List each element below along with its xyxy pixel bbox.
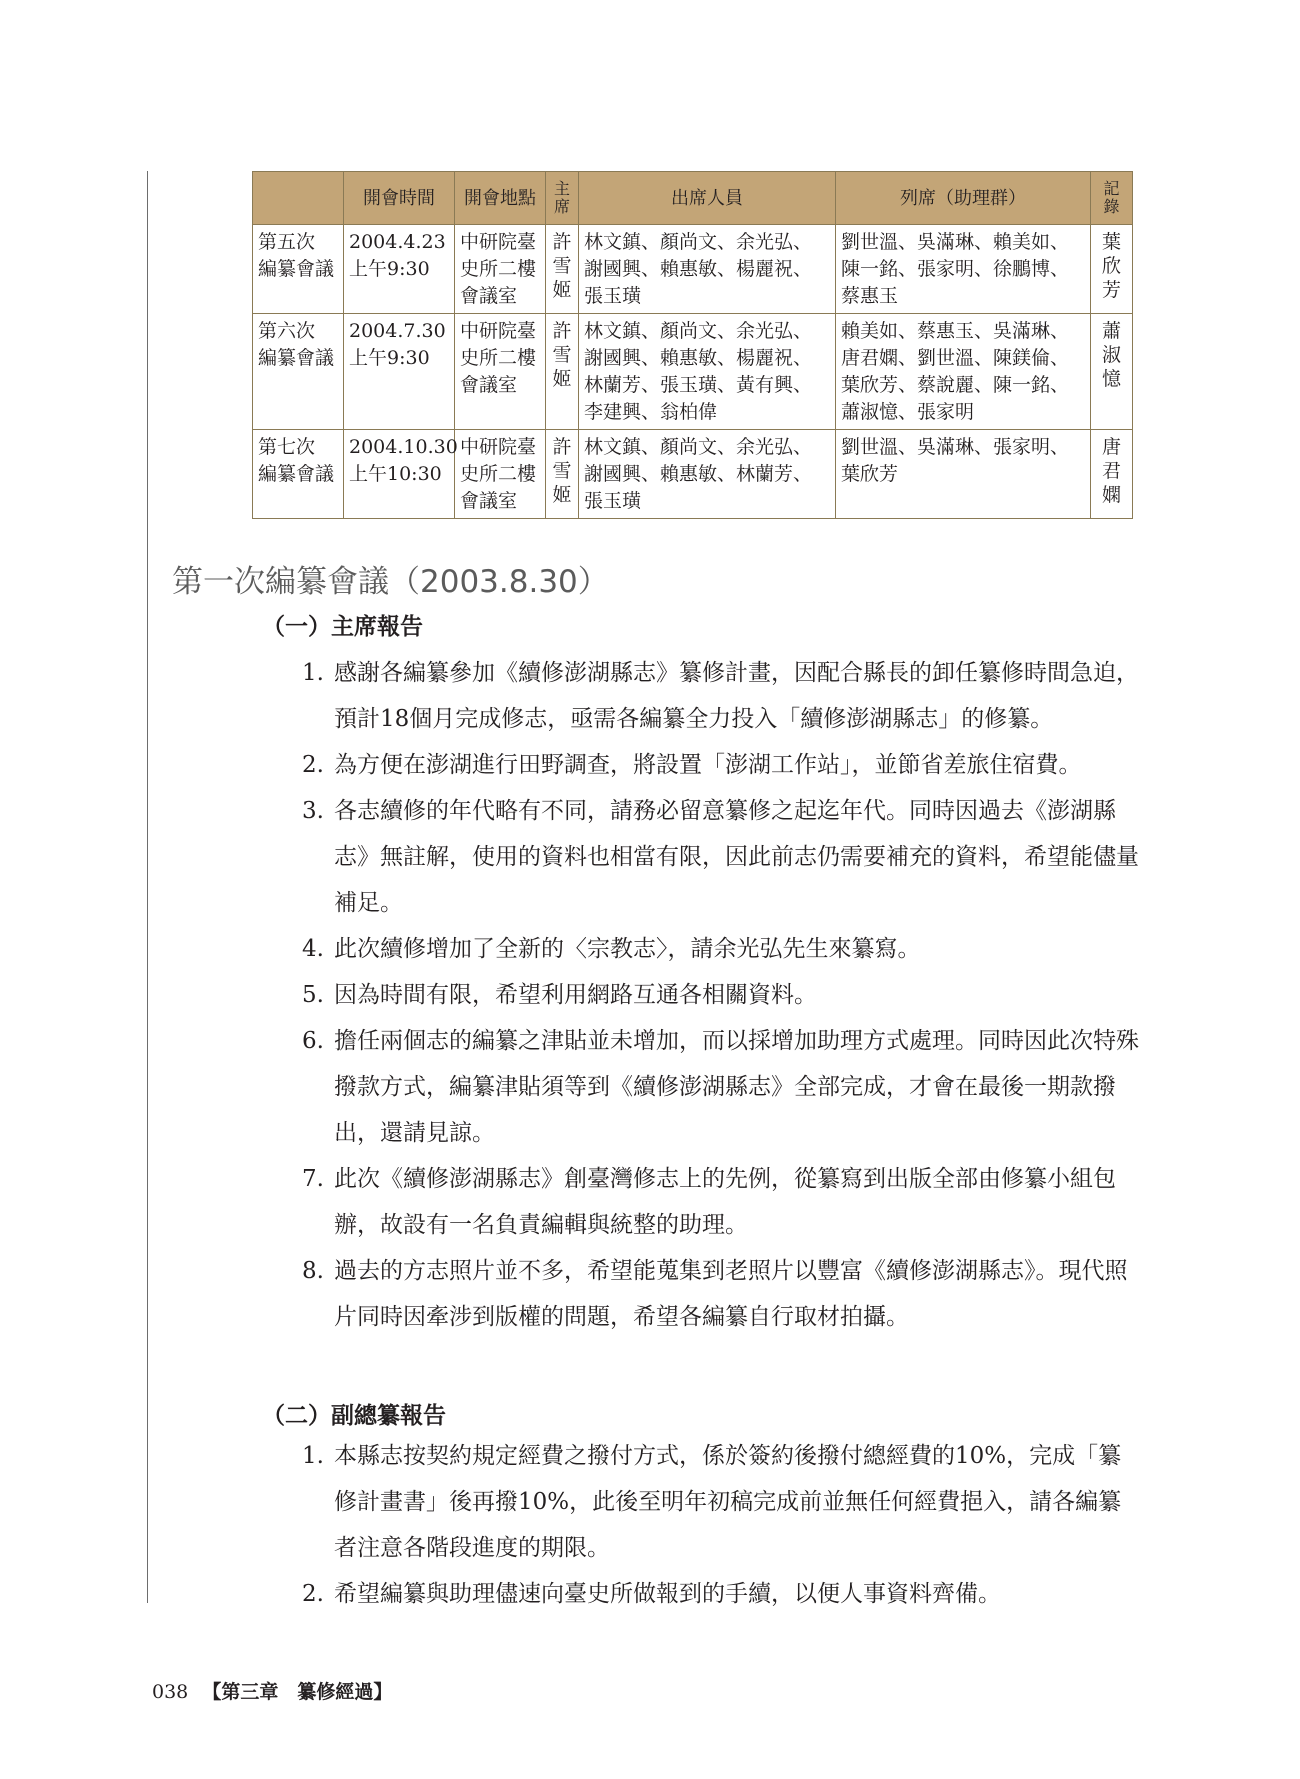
- list-item: [262, 1248, 1142, 1340]
- cell-attendees: 林文鎮、顏尚文、余光弘、 謝國興、賴惠敏、林蘭芳、 張玉璜: [579, 430, 836, 519]
- item-text: 感謝各編纂參加《續修澎湖縣志》纂修計畫，因配合縣長的卸任纂修時間急迫，預計18個月完成修志，亟需各編纂全力投入「續修澎湖縣志」的修纂。: [334, 660, 1139, 732]
- chapter-label: 【第三章 纂修經過】: [202, 1681, 393, 1703]
- cell-session: 第六次 編纂會議: [253, 314, 344, 430]
- list-item: [262, 788, 1142, 926]
- item-number: 2.: [302, 752, 324, 778]
- item-number: 4.: [302, 936, 324, 962]
- cell-attendees: 林文鎮、顏尚文、余光弘、 謝國興、賴惠敏、楊麗祝、 林蘭芳、張玉璜、黃有興、 李建興、翁柏偉: [579, 314, 836, 430]
- header-place: 開會地點: [455, 172, 546, 225]
- header-recorder: [1091, 172, 1133, 225]
- cell-session: 第七次 編纂會議: [253, 430, 344, 519]
- page-number: 038: [152, 1681, 189, 1703]
- cell-recorder: 唐 君 嫻: [1091, 430, 1133, 519]
- item-text: 本縣志按契約規定經費之撥付方式，係於簽約後撥付總經費的10%，完成「纂修計畫書」後再撥10%，此後至明年初稿完成前並無任何經費挹入，請各編纂者注意各階段進度的期限。: [334, 1443, 1122, 1561]
- cell-chair: 許 雪 姬: [546, 314, 579, 430]
- part1-list: [262, 650, 1142, 1340]
- margin-rule: [147, 171, 148, 1603]
- list-item: [262, 742, 1142, 788]
- item-text: 過去的方志照片並不多，希望能蒐集到老照片以豐富《續修澎湖縣志》。現代照片同時因牽涉到版權的問題，希望各編纂自行取材拍攝。: [334, 1258, 1128, 1330]
- header-recorder-text: 記錄: [1103, 179, 1120, 216]
- cell-attendees: 林文鎮、顏尚文、余光弘、 謝國興、賴惠敏、楊麗祝、 張玉璜: [579, 225, 836, 314]
- header-session: [253, 172, 344, 225]
- table-row: [253, 430, 1133, 519]
- item-text: 希望編纂與助理儘速向臺史所做報到的手續，以便人事資料齊備。: [334, 1581, 1001, 1607]
- meeting-table: [252, 171, 1133, 519]
- part1-heading: （一）主席報告: [262, 613, 423, 640]
- header-observers: 列席（助理群）: [836, 172, 1091, 225]
- page-footer: [152, 1680, 392, 1704]
- item-number: 5.: [302, 982, 324, 1008]
- cell-time: 2004.4.23 上午9:30: [344, 225, 455, 314]
- cell-observers: 劉世溫、吳滿琳、張家明、 葉欣芳: [836, 430, 1091, 519]
- list-item: [262, 972, 1142, 1018]
- header-time: 開會時間: [344, 172, 455, 225]
- item-text: 擔任兩個志的編纂之津貼並未增加，而以採增加助理方式處理。同時因此次特殊撥款方式，編纂津貼須等到《續修澎湖縣志》全部完成，才會在最後一期款撥出，還請見諒。: [334, 1028, 1139, 1146]
- item-number: 6.: [302, 1028, 324, 1054]
- cell-observers: 賴美如、蔡惠玉、吳滿琳、 唐君嫻、劉世溫、陳鎂倫、 葉欣芳、蔡說麗、陳一銘、 蕭淑憶、張家明: [836, 314, 1091, 430]
- item-number: 7.: [302, 1166, 324, 1192]
- item-number: 3.: [302, 798, 324, 824]
- item-number: 1.: [302, 1443, 324, 1469]
- list-item: [262, 926, 1142, 972]
- cell-time: 2004.7.30 上午9:30: [344, 314, 455, 430]
- table-row: [253, 314, 1133, 430]
- table-row: [253, 225, 1133, 314]
- item-number: 1.: [302, 660, 324, 686]
- item-text: 此次《續修澎湖縣志》創臺灣修志上的先例，從纂寫到出版全部由修纂小組包辦，故設有一名負責編輯與統整的助理。: [334, 1166, 1116, 1238]
- cell-place: 中研院臺 史所二樓 會議室: [455, 314, 546, 430]
- header-chair-text: 主席: [554, 179, 571, 216]
- part2-list: [262, 1433, 1142, 1617]
- item-number: 8.: [302, 1258, 324, 1284]
- cell-recorder: 葉 欣 芳: [1091, 225, 1133, 314]
- cell-chair: 許 雪 姬: [546, 430, 579, 519]
- list-item: [262, 650, 1142, 742]
- list-item: [262, 1433, 1142, 1571]
- cell-chair: 許 雪 姬: [546, 225, 579, 314]
- header-attendees: 出席人員: [579, 172, 836, 225]
- list-item: [262, 1571, 1142, 1617]
- item-text: 各志續修的年代略有不同，請務必留意纂修之起迄年代。同時因過去《澎湖縣志》無註解，使用的資料也相當有限，因此前志仍需要補充的資料，希望能儘量補足。: [334, 798, 1139, 916]
- cell-place: 中研院臺 史所二樓 會議室: [455, 430, 546, 519]
- section-title: 第一次編纂會議（2003.8.30）: [172, 564, 609, 600]
- cell-recorder: 蕭 淑 憶: [1091, 314, 1133, 430]
- table-header-row: [253, 172, 1133, 225]
- cell-session: 第五次 編纂會議: [253, 225, 344, 314]
- part2-heading: （二）副總纂報告: [262, 1402, 446, 1429]
- list-item: [262, 1018, 1142, 1156]
- list-item: [262, 1156, 1142, 1248]
- cell-time: 2004.10.30 上午10:30: [344, 430, 455, 519]
- item-number: 2.: [302, 1581, 324, 1607]
- cell-observers: 劉世溫、吳滿琳、賴美如、 陳一銘、張家明、徐鵬博、 蔡惠玉: [836, 225, 1091, 314]
- item-text: 此次續修增加了全新的〈宗教志〉，請余光弘先生來纂寫。: [334, 936, 921, 962]
- header-chair: [546, 172, 579, 225]
- cell-place: 中研院臺 史所二樓 會議室: [455, 225, 546, 314]
- item-text: 為方便在澎湖進行田野調查，將設置「澎湖工作站」，並節省差旅住宿費。: [334, 752, 1082, 778]
- item-text: 因為時間有限，希望利用網路互通各相關資料。: [334, 982, 817, 1008]
